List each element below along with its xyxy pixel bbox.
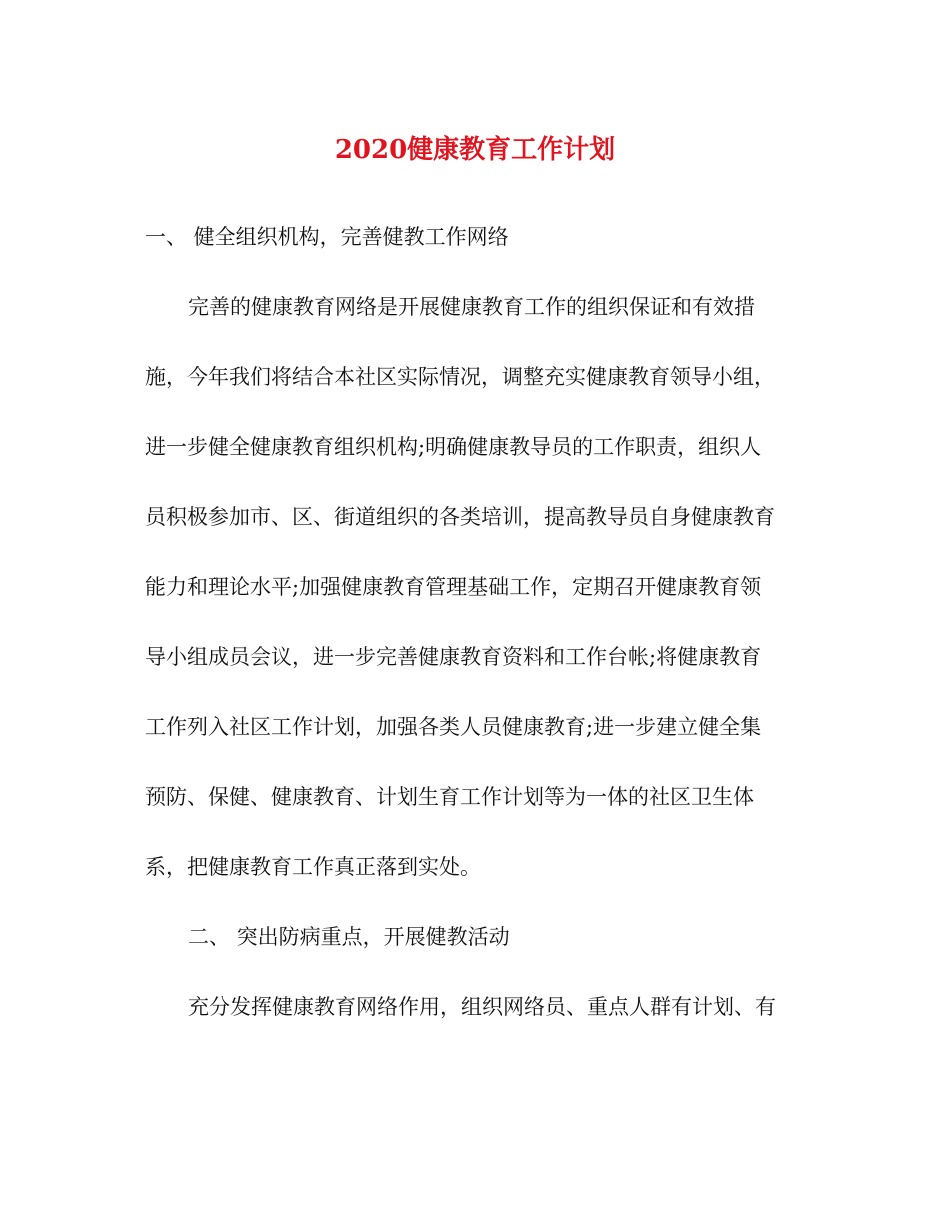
- paragraph-line: 预防、保健、健康教育、计划生育工作计划等为一体的社区卫生体: [145, 785, 754, 809]
- paragraph-line: 施，今年我们将结合本社区实际情况，调整充实健康教育领导小组，: [145, 365, 775, 389]
- paragraph-line: 充分发挥健康教育网络作用，组织网络员、重点人群有计划、有: [188, 995, 776, 1019]
- section-heading-2: 二、 突出防病重点，开展健教活动: [188, 925, 510, 949]
- paragraph-line: 导小组成员会议，进一步完善健康教育资料和工作台帐;将健康教育: [145, 645, 762, 669]
- paragraph-line: 能力和理论水平;加强健康教育管理基础工作，定期召开健康教育领: [145, 575, 762, 599]
- paragraph-line: 工作列入社区工作计划，加强各类人员健康教育;进一步建立健全集: [145, 715, 762, 739]
- paragraph-line: 完善的健康教育网络是开展健康教育工作的组织保证和有效措: [188, 295, 755, 319]
- paragraph-line: 员积极参加市、区、街道组织的各类培训，提高教导员自身健康教育: [145, 505, 775, 529]
- paragraph-line: 进一步健全健康教育组织机构;明确健康教导员的工作职责，组织人: [145, 435, 762, 459]
- paragraph-line: 系，把健康教育工作真正落到实处。: [145, 855, 481, 879]
- section-heading-1: 一、 健全组织机构，完善健教工作网络: [145, 225, 509, 249]
- document-title: 2020健康教育工作计划: [334, 135, 616, 165]
